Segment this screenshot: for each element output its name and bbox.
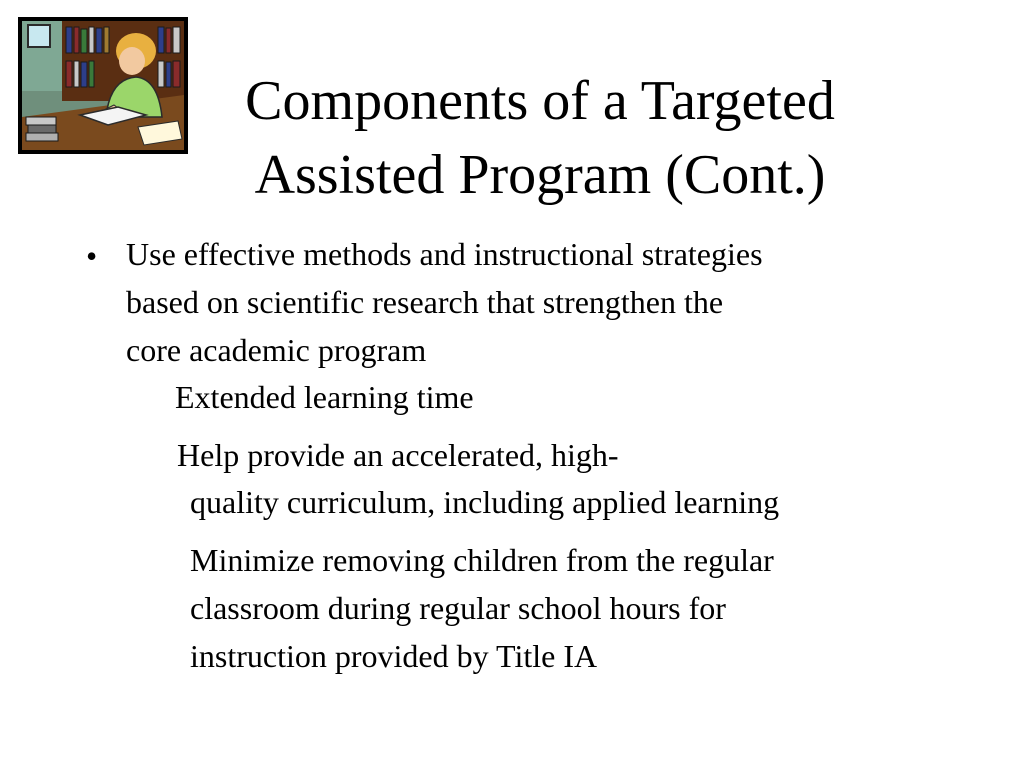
- sub-item-help-line-2: quality curriculum, including applied learning: [190, 484, 780, 520]
- slide-title: [190, 64, 890, 212]
- main-bullet-line-2: based on scientific research that strengthen the: [126, 284, 724, 320]
- sub-item-extended-learning: Extended learning time: [175, 379, 474, 415]
- bullet-marker: •: [86, 238, 98, 274]
- main-bullet-line-1: Use effective methods and instructional strategies: [126, 236, 763, 272]
- slide-title-line-1: Components of a Targeted: [245, 70, 835, 132]
- slide-title-line-2: Assisted Program (Cont.): [254, 144, 826, 206]
- main-bullet-line-3: core academic program: [126, 332, 427, 368]
- sub-item-minimize-line-2: classroom during regular school hours for: [190, 590, 726, 626]
- sub-item-help-line-1: Help provide an accelerated, high-: [177, 437, 619, 473]
- sub-item-minimize-line-1: Minimize removing children from the regular: [190, 542, 774, 578]
- sub-item-minimize-line-3: instruction provided by Title IA: [190, 638, 598, 674]
- student-reading-icon: [18, 17, 188, 154]
